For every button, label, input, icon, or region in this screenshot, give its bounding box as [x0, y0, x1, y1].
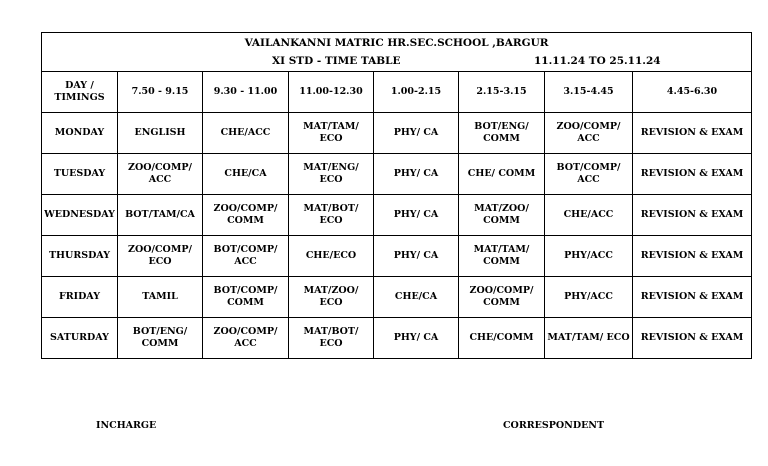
table-cell: PHY/ CA — [374, 236, 459, 277]
table-cell: BOT/ENG/ COMM — [118, 318, 203, 359]
school-name: VAILANKANNI MATRIC HR.SEC.SCHOOL ,BARGUR — [42, 33, 752, 53]
table-row — [42, 277, 752, 318]
timetable — [41, 32, 752, 359]
incharge-signature-label: INCHARGE — [96, 420, 157, 431]
header-cell: 11.00-12.30 — [289, 72, 374, 113]
day-label: WEDNESDAY — [42, 195, 118, 236]
table-cell: REVISION & EXAM — [633, 236, 752, 277]
table-cell: CHE/COMM — [459, 318, 545, 359]
header-cell: 9.30 - 11.00 — [203, 72, 289, 113]
table-cell: PHY/ACC — [545, 236, 633, 277]
table-cell: PHY/ CA — [374, 318, 459, 359]
day-label: MONDAY — [42, 113, 118, 154]
day-label: FRIDAY — [42, 277, 118, 318]
table-row — [42, 195, 752, 236]
header-cell: 7.50 - 9.15 — [118, 72, 203, 113]
day-label: SATURDAY — [42, 318, 118, 359]
table-cell: ZOO/COMP/ ACC — [118, 154, 203, 195]
table-cell: ZOO/COMP/ COMM — [459, 277, 545, 318]
table-cell: MAT/TAM/ ECO — [289, 113, 374, 154]
table-row — [42, 236, 752, 277]
table-cell: PHY/ CA — [374, 113, 459, 154]
table-cell: REVISION & EXAM — [633, 113, 752, 154]
table-row — [42, 154, 752, 195]
header-cell: 3.15-4.45 — [545, 72, 633, 113]
table-cell: MAT/TAM/ ECO — [545, 318, 633, 359]
table-cell: MAT/ZOO/ ECO — [289, 277, 374, 318]
table-cell: BOT/COMP/ ACC — [203, 236, 289, 277]
table-cell: CHE/ACC — [545, 195, 633, 236]
table-cell: BOT/COMP/ COMM — [203, 277, 289, 318]
table-cell: PHY/ CA — [374, 154, 459, 195]
table-cell: TAMIL — [118, 277, 203, 318]
table-row — [42, 318, 752, 359]
table-cell: ZOO/COMP/ ECO — [118, 236, 203, 277]
correspondent-signature-label: CORRESPONDENT — [503, 420, 605, 431]
table-cell: ZOO/COMP/ ACC — [203, 318, 289, 359]
table-cell: PHY/ACC — [545, 277, 633, 318]
table-cell: CHE/CA — [374, 277, 459, 318]
header-cell: 1.00-2.15 — [374, 72, 459, 113]
table-cell: ZOO/COMP/ ACC — [545, 113, 633, 154]
table-cell: MAT/ZOO/ COMM — [459, 195, 545, 236]
day-label: TUESDAY — [42, 154, 118, 195]
table-cell: CHE/CA — [203, 154, 289, 195]
table-row — [42, 113, 752, 154]
table-cell: CHE/ECO — [289, 236, 374, 277]
table-cell: REVISION & EXAM — [633, 154, 752, 195]
table-cell: CHE/ COMM — [459, 154, 545, 195]
table-cell: MAT/BOT/ ECO — [289, 318, 374, 359]
table-cell: PHY/ CA — [374, 195, 459, 236]
table-cell: BOT/TAM/CA — [118, 195, 203, 236]
table-cell: REVISION & EXAM — [633, 318, 752, 359]
table-cell: BOT/ENG/ COMM — [459, 113, 545, 154]
day-label: THURSDAY — [42, 236, 118, 277]
table-cell: MAT/TAM/ COMM — [459, 236, 545, 277]
table-cell: REVISION & EXAM — [633, 277, 752, 318]
table-cell: BOT/COMP/ ACC — [545, 154, 633, 195]
date-range: 11.11.24 TO 25.11.24 — [534, 55, 661, 67]
table-cell: ENGLISH — [118, 113, 203, 154]
table-cell: REVISION & EXAM — [633, 195, 752, 236]
header-cell: 4.45-6.30 — [633, 72, 752, 113]
header-cell: DAY / TIMINGS — [42, 72, 118, 113]
table-cell: ZOO/COMP/ COMM — [203, 195, 289, 236]
header-cell: 2.15-3.15 — [459, 72, 545, 113]
subtitle-cell — [42, 52, 752, 72]
table-cell: CHE/ACC — [203, 113, 289, 154]
table-cell: MAT/BOT/ ECO — [289, 195, 374, 236]
timetable-subtitle: XI STD - TIME TABLE — [272, 55, 401, 67]
header-row — [42, 72, 752, 113]
table-cell: MAT/ENG/ ECO — [289, 154, 374, 195]
